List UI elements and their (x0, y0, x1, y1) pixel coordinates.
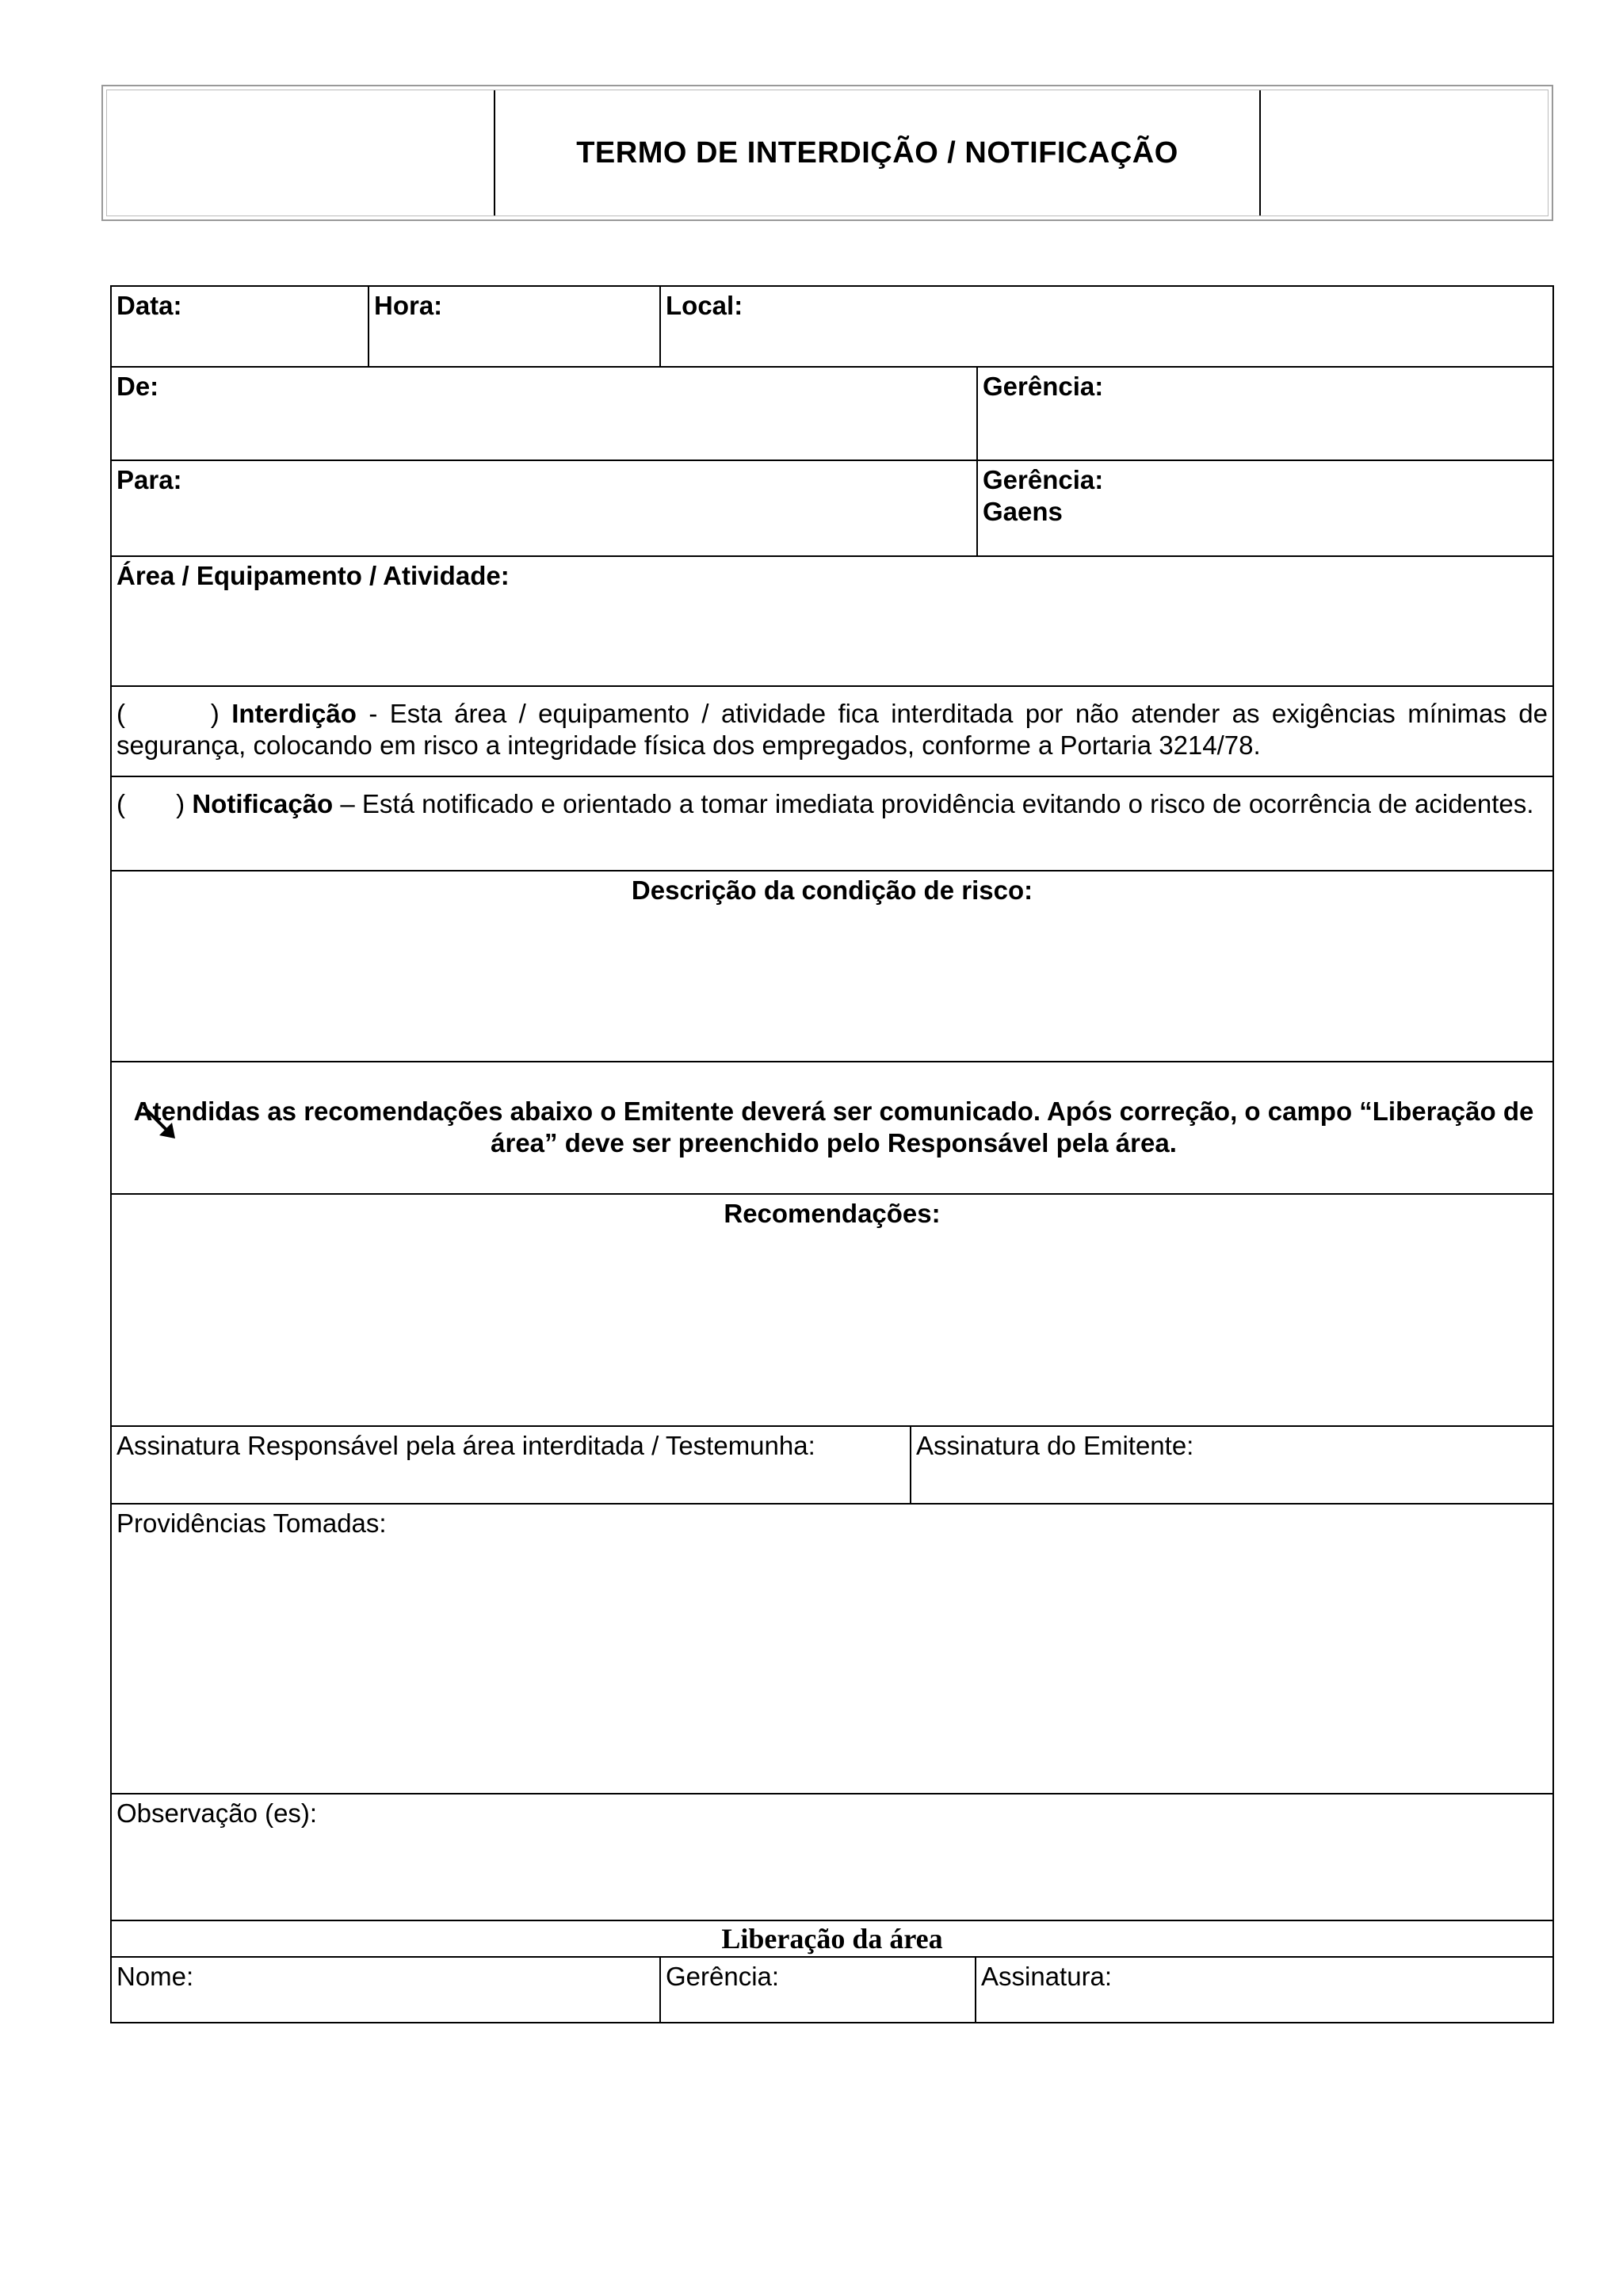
from-management-field[interactable] (976, 368, 1552, 460)
interdiction-title: Interdição (231, 699, 357, 728)
risk-description-label: Descrição da condição de risco: (631, 875, 1033, 905)
from-management-label: Gerência: (983, 372, 1104, 401)
signature-issuer-field[interactable] (910, 1427, 1552, 1503)
release-title-row (110, 1921, 1554, 1958)
release-signature-field[interactable] (975, 1958, 1552, 2022)
actions-taken-label: Providências Tomadas: (116, 1508, 387, 1538)
date-time-local-row (110, 285, 1554, 368)
observations-field[interactable] (112, 1794, 1552, 1920)
release-title-text: Liberação da área (721, 1923, 943, 1955)
release-title (112, 1921, 1552, 1956)
risk-description-field[interactable] (112, 871, 1552, 1061)
signature-responsible-label: Assinatura Responsável pela área interditada / Testemunha: (116, 1431, 815, 1460)
actions-taken-row (110, 1505, 1554, 1794)
notification-row (110, 777, 1554, 871)
header-code-cell (1261, 90, 1548, 215)
to-field[interactable] (112, 461, 976, 555)
observations-row (110, 1794, 1554, 1921)
area-row (110, 557, 1554, 687)
date-label: Data: (116, 291, 182, 320)
notification-option (112, 777, 1552, 870)
instructions-text: Atendidas as recomendações abaixo o Emitente deverá ser comunicado. Após correção, o campo “Liberação de área” deve ser preenchido pelo Responsável pela área. (133, 1097, 1534, 1158)
to-row (110, 461, 1554, 557)
interdiction-option (112, 687, 1552, 776)
time-field[interactable] (368, 287, 659, 366)
area-field[interactable] (112, 557, 1552, 685)
header-frame (106, 90, 1549, 216)
instructions-row (110, 1062, 1554, 1195)
instructions-cell (112, 1062, 1552, 1193)
observations-label: Observação (es): (116, 1798, 318, 1828)
local-label: Local: (666, 291, 743, 320)
notification-title: Notificação (192, 789, 334, 818)
release-signature-label: Assinatura: (981, 1962, 1113, 1991)
release-name-label: Nome: (116, 1962, 194, 1991)
release-name-field[interactable] (112, 1958, 659, 2022)
notification-text: – Está notificado e orientado a tomar imediata providência evitando o risco de ocorrência de acidentes. (333, 789, 1534, 818)
to-management-value: Gaens (983, 497, 1063, 526)
release-management-field[interactable] (659, 1958, 975, 2022)
interdiction-row (110, 687, 1554, 777)
recommendations-row (110, 1195, 1554, 1427)
actions-taken-field[interactable] (112, 1505, 1552, 1793)
date-field[interactable] (112, 287, 368, 366)
interdiction-text: - Esta área / equipamento / atividade fica interditada por não atender as exigências mínimas de segurança, colocando em risco a integridade física dos empregados, conforme a Portaria 3214/78. (116, 699, 1548, 760)
from-field[interactable] (112, 368, 976, 460)
time-label: Hora: (374, 291, 443, 320)
recommendations-label: Recomendações: (724, 1199, 941, 1228)
risk-description-row (110, 871, 1554, 1062)
local-field[interactable] (659, 287, 1552, 366)
header-title-cell (495, 90, 1261, 215)
page-title: TERMO DE INTERDIÇÃO / NOTIFICAÇÃO (576, 135, 1178, 170)
area-label: Área / Equipamento / Atividade: (116, 561, 510, 590)
from-row (110, 368, 1554, 461)
document-header (101, 85, 1553, 221)
signature-responsible-field[interactable] (112, 1427, 910, 1503)
signatures-row (110, 1427, 1554, 1505)
release-row (110, 1958, 1554, 2023)
to-management-field[interactable] (976, 461, 1552, 555)
arrow-icon (140, 1104, 180, 1143)
recommendations-field[interactable] (112, 1195, 1552, 1425)
notification-checkbox[interactable]: ( ) (116, 789, 185, 818)
to-management-label: Gerência: (983, 465, 1104, 494)
interdiction-checkbox[interactable]: ( ) (116, 699, 220, 728)
interdiction-form (110, 285, 1554, 2023)
to-label: Para: (116, 465, 182, 494)
signature-issuer-label: Assinatura do Emitente: (916, 1431, 1194, 1460)
from-label: De: (116, 372, 159, 401)
release-management-label: Gerência: (666, 1962, 780, 1991)
header-logo-cell (107, 90, 495, 215)
